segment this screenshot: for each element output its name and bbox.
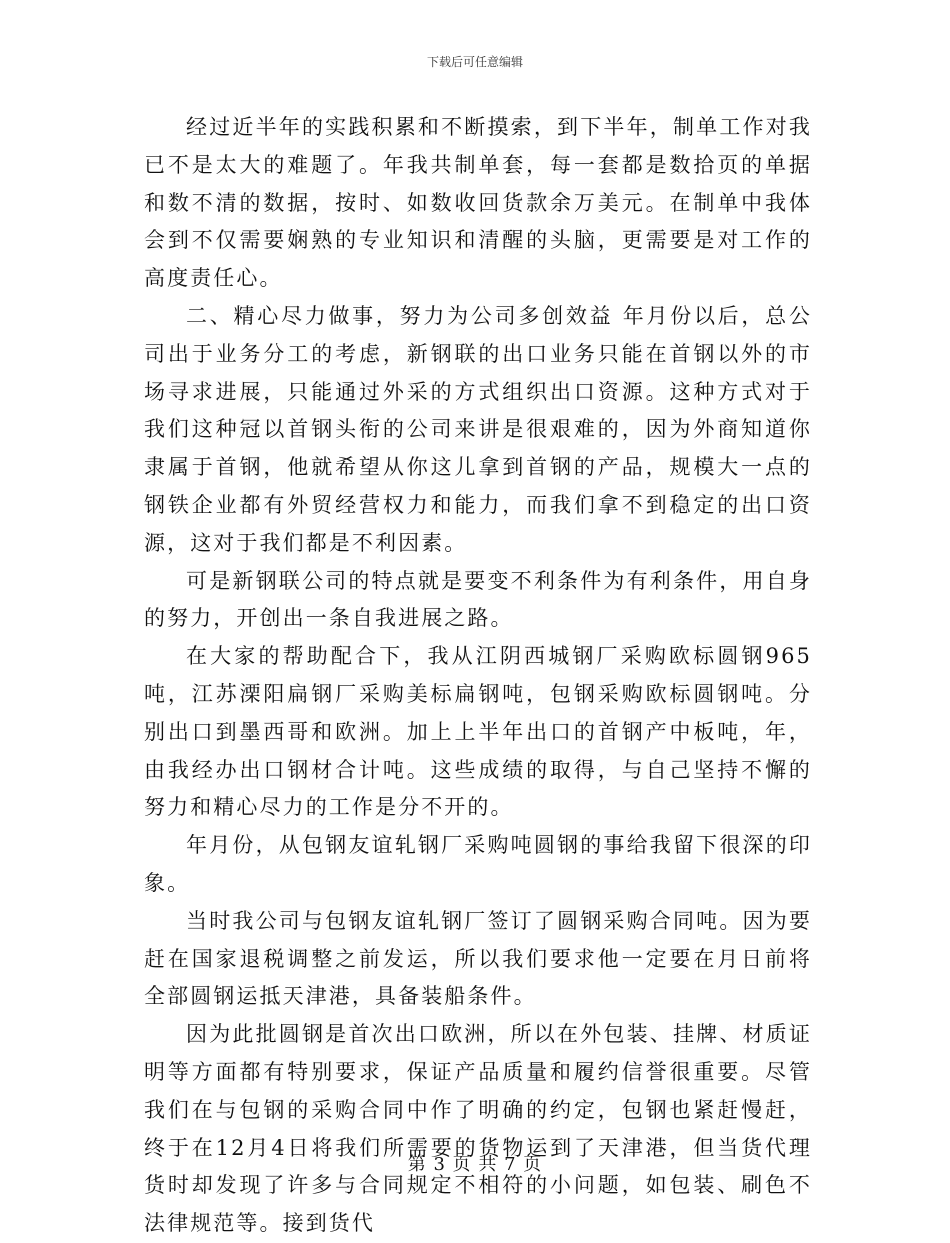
paragraph-1: 经过近半年的实践积累和不断摸索，到下半年，制单工作对我已不是太大的难题了。年我共制单套，每一套都是数拾页的单据和数不清的数据，按时、如数收回货款余万美元。在制单中我体会到不仅需要娴熟的专业知识和清醒的头脑，更需要是对工作的高度责任心。 — [144, 115, 812, 291]
paragraph-5: 年月份，从包钢友谊轧钢厂采购吨圆钢的事给我留下很深的印象。 — [144, 833, 812, 895]
paragraph-3: 可是新钢联公司的特点就是要变不利条件为有利条件，用自身的努力，开创出一条自我进展之路。 — [144, 568, 812, 631]
paragraph-4: 在大家的帮助配合下，我从江阴西城钢厂采购欧标圆钢965吨，江苏溧阳扁钢厂采购美标扁钢吨，包钢采购欧标圆钢吨。分别出口到墨西哥和欧洲。加上上半年出口的首钢产中板吨，年，由我经办出口钢材合计吨。这些成绩的取得，与自己坚持不懈的努力和精心尽力的工作是分不开的。 — [144, 644, 812, 820]
paragraph-6: 当时我公司与包钢友谊轧钢厂签订了圆钢采购合同吨。因为要赶在国家退税调整之前发运，所以我们要求他一定要在月日前将全部圆钢运抵天津港，具备装船条件。 — [144, 908, 812, 1009]
document-body — [144, 109, 812, 1243]
page-header-note: 下载后可任意编辑 — [426, 55, 523, 69]
paragraph-7: 因为此批圆钢是首次出口欧洲，所以在外包装、挂牌、材质证明等方面都有特别要求，保证产品质量和履约信誉很重要。尽管我们在与包钢的采购合同中作了明确的约定，包钢也紧赶慢赶，终于在12月4日将我们所需要的货物运到了天津港，但当货代理货时却发现了许多与合同规定不相符的小问题，如包装、刷色不法律规范等。接到货代 — [144, 1022, 812, 1236]
page-number-footer: 第 3 页 共 7 页 — [407, 1154, 543, 1175]
paragraph-2: 二、精心尽力做事，努力为公司多创效益 年月份以后，总公司出于业务分工的考虑，新钢联的出口业务只能在首钢以外的市场寻求进展，只能通过外采的方式组织出口资源。这种方式对于我们这种冠以首钢头衔的公司来讲是很艰难的，因为外商知道你隶属于首钢，他就希望从你这儿拿到首钢的产品，规模大一点的钢铁企业都有外贸经营权力和能力，而我们拿不到稳定的出口资源，这对于我们都是不利因素。 — [144, 303, 812, 555]
